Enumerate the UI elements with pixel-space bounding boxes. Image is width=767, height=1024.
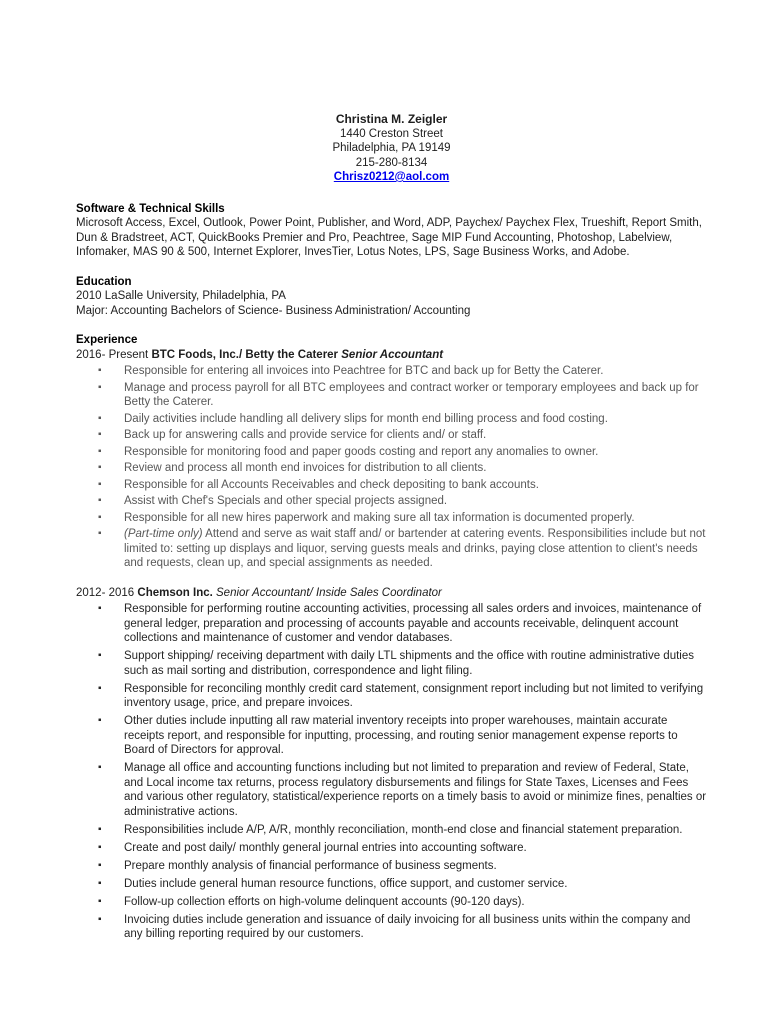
address-line-1: 1440 Creston Street bbox=[340, 127, 443, 140]
bullet-item: ▪ Responsible for all new hires paperwork and making sure all tax information is documented properly. bbox=[76, 511, 707, 526]
email-link[interactable]: Chrisz0212@aol.com bbox=[333, 171, 450, 183]
bullet-item: ▪ Follow-up collection efforts on high-volume delinquent accounts (90-120 days). bbox=[76, 895, 707, 910]
bullet-item: ▪ Responsible for entering all invoices into Peachtree for BTC and back up for Betty the Caterer. bbox=[76, 364, 707, 379]
education-heading: Education bbox=[76, 275, 132, 288]
job-company: Chemson Inc. bbox=[137, 586, 213, 599]
bullet-item: ▪ Manage and process payroll for all BTC employees and contract worker or temporary employees and back up for Betty the Caterer. bbox=[76, 381, 707, 410]
job-company: BTC Foods, Inc./ Betty the Caterer bbox=[151, 348, 339, 361]
skills-section bbox=[76, 202, 707, 260]
bullet-item: ▪ Daily activities include handling all delivery slips for month end billing process and food costing. bbox=[76, 412, 707, 427]
person-name: Christina M. Zeigler bbox=[335, 112, 448, 126]
job-title: Senior Accountant/ Inside Sales Coordinator bbox=[216, 586, 442, 599]
job-dates: 2016- Present bbox=[76, 348, 149, 361]
part-time-text: Attend and serve as wait staff and/ or bartender at catering events. Responsibilities include but not limited to: setting up displays and liquor, serving guests meals and drinks, paying close attention to client's needs and requests, clean up, and special assignments as needed. bbox=[124, 528, 706, 569]
email-row bbox=[76, 170, 707, 185]
job-header-btc bbox=[76, 348, 707, 363]
bullet-item: ▪ Manage all office and accounting functions including but not limited to preparation and review of Federal, State, and Local income tax returns, process regulatory disbursements and filings for State Taxes, Licenses and Fees and various other regulatory, statistical/experience reports on a timely basis to avoid or minimize fines, penalties or administrative actions. bbox=[76, 761, 707, 819]
job-header-chemson bbox=[76, 586, 707, 601]
job-bullets-btc bbox=[76, 364, 707, 571]
bullet-item: ▪ Responsible for performing routine accounting activities, processing all sales orders and invoices, maintenance of general ledger, preparation and processing of accounts payable and accounts receivable, delinquent account collections and maintenance of customer and vendor databases. bbox=[76, 602, 707, 646]
bullet-item: ▪ Prepare monthly analysis of financial performance of business segments. bbox=[76, 859, 707, 874]
phone-number: 215-280-8134 bbox=[355, 156, 428, 169]
education-major: Major: Accounting Bachelors of Science- Business Administration/ Accounting bbox=[76, 304, 471, 317]
experience-section bbox=[76, 333, 707, 942]
bullet-item-part-time bbox=[76, 527, 707, 571]
bullet-item: ▪ Other duties include inputting all raw material inventory receipts into proper warehouses, maintain accurate receipts report, and responsible for inputting, processing, and routing senior management expense reports to Board of Directors for approval. bbox=[76, 714, 707, 758]
experience-heading: Experience bbox=[76, 334, 138, 346]
bullet-item: ▪ Responsible for reconciling monthly credit card statement, consignment report including but not limited to verifying inventory usage, price, and prepare invoices. bbox=[76, 682, 707, 711]
bullet-item: ▪ Duties include general human resource functions, office support, and customer service. bbox=[76, 877, 707, 892]
bullet-item: ▪ Back up for answering calls and provide service for clients and/ or staff. bbox=[76, 428, 707, 443]
bullet-item: ▪ Assist with Chef's Specials and other special projects assigned. bbox=[76, 494, 707, 509]
bullet-item: ▪ Invoicing duties include generation and issuance of daily invoicing for all business units within the company and any billing reporting required by our customers. bbox=[76, 913, 707, 942]
job-bullets-chemson bbox=[76, 602, 707, 942]
bullet-item: ▪ Responsibilities include A/P, A/R, monthly reconciliation, month-end close and financial statement preparation. bbox=[76, 823, 707, 838]
bullet-item: ▪ Responsible for all Accounts Receivables and check depositing to bank accounts. bbox=[76, 478, 707, 493]
skills-heading: Software & Technical Skills bbox=[76, 202, 225, 215]
job-dates: 2012- 2016 bbox=[76, 586, 135, 599]
part-time-label: (Part-time only) bbox=[124, 528, 203, 540]
education-section bbox=[76, 275, 707, 319]
bullet-item: ▪ Review and process all month end invoices for distribution to all clients. bbox=[76, 461, 707, 476]
contact-header bbox=[76, 112, 707, 185]
education-school: 2010 LaSalle University, Philadelphia, PA bbox=[76, 290, 286, 302]
skills-body: Microsoft Access, Excel, Outlook, Power Point, Publisher, and Word, ADP, Paychex/ Paychex Flex, Trueshift, Report Smith, Dun & Bradstreet, ACT, QuickBooks Premier and Pro, Peachtree, Sage MIP Fund Accounting, Photoshop, Labelview, Infomaker, MAS 90 & 500, Internet Explorer, InvesTier, Lotus Notes, LPS, Sage Business Works, and Adobe. bbox=[76, 217, 702, 258]
job-title: Senior Accountant bbox=[341, 348, 444, 361]
bullet-item: ▪ Support shipping/ receiving department with daily LTL shipments and the office with routine administrative duties such as mail sorting and distribution, correspondence and light filing. bbox=[76, 649, 707, 678]
address-line-2: Philadelphia, PA 19149 bbox=[332, 142, 451, 154]
bullet-item: ▪ Create and post daily/ monthly general journal entries into accounting software. bbox=[76, 841, 707, 856]
bullet-item: ▪ Responsible for monitoring food and paper goods costing and report any anomalies to owner. bbox=[76, 445, 707, 460]
